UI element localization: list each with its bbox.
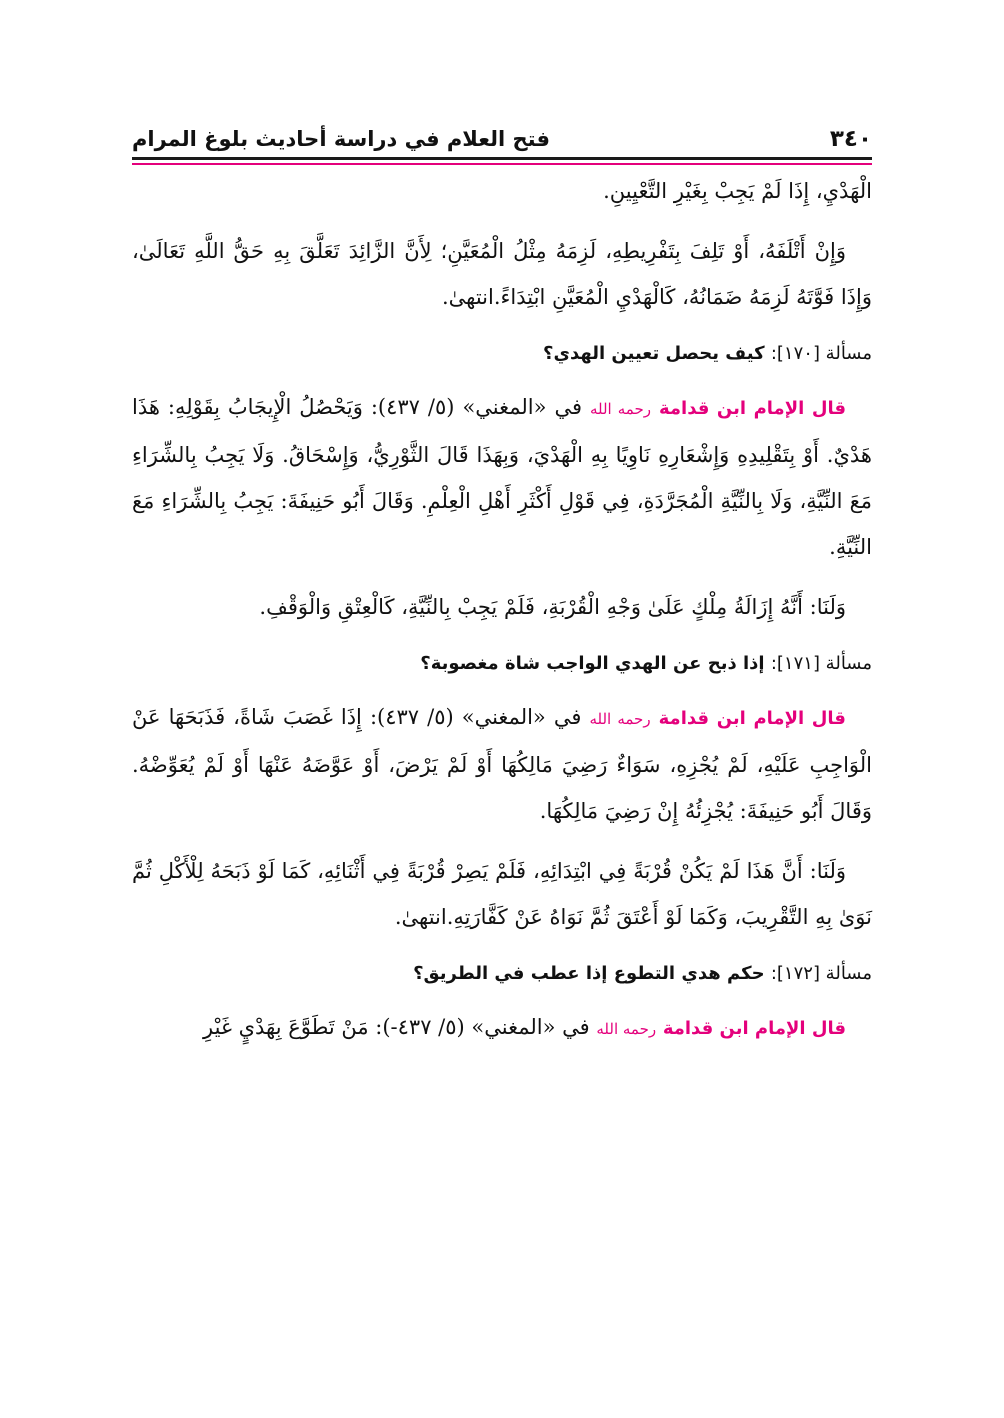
issue-number: مسألة [١٧١]: bbox=[770, 653, 872, 674]
issue-title: إذا ذبح عن الهدي الواجب شاة مغصوبة؟ bbox=[420, 653, 765, 674]
issue-title: كيف يحصل تعيين الهدي؟ bbox=[543, 343, 765, 364]
paragraph-continuation: الْهَدْيِ، إِذَا لَمْ يَجِبْ بِغَيْرِ التَّعْيِينِ. bbox=[603, 179, 872, 203]
quote-paragraph-170 bbox=[132, 384, 872, 570]
page-header bbox=[132, 124, 872, 154]
page-number: ٣٤٠ bbox=[829, 126, 872, 152]
honorific: رحمه الله bbox=[596, 1020, 657, 1038]
source-attribution: قال الإمام ابن قدامة bbox=[658, 398, 846, 419]
source-attribution: قال الإمام ابن قدامة bbox=[662, 1018, 846, 1039]
book-title: فتح العلام في دراسة أحاديث بلوغ المرام bbox=[132, 127, 550, 151]
quote-paragraph-172 bbox=[132, 1004, 872, 1052]
issue-heading-171 bbox=[132, 644, 872, 684]
issue-title: حكم هدي التطوع إذا عطب في الطريق؟ bbox=[413, 963, 765, 984]
quote-text: في «المغني» (٥/ ٤٣٧-): مَنْ تَطَوَّعَ بِهَدْيٍ غَيْرِ bbox=[203, 1015, 590, 1039]
issue-heading-170 bbox=[132, 334, 872, 374]
argument-paragraph-170: وَلَنَا: أَنَّهُ إِزَالَةُ مِلْكٍ عَلَىٰ وَجْهِ الْقُرْبَةِ، فَلَمْ يَجِبْ بِالنِّيَّةِ، كَالْعِتْقِ وَالْوَقْفِ. bbox=[259, 595, 846, 619]
issue-heading-172 bbox=[132, 954, 872, 994]
argument-paragraph-171: وَلَنَا: أَنَّ هَذَا لَمْ يَكُنْ قُرْبَةً فِي ابْتِدَائِهِ، فَلَمْ يَصِرْ قُرْبَةً فِي أَثْنَائِهِ، كَمَا لَوْ ذَبَحَهُ لِلْأَكْلِ ثُمَّ نَوَىٰ بِهِ التَّقْرِيبَ، وَكَمَا لَوْ أَعْتَقَ ثُمَّ نَوَاهُ عَنْ كَفَّارَتِهِ.انتهىٰ. bbox=[132, 859, 872, 929]
quote-text: في «المغني» (٥/ ٤٣٧): إِذَا غَصَبَ شَاةً، فَذَبَحَهَا عَنْ الْوَاجِبِ عَلَيْهِ، لَمْ يُجْزِهِ، سَوَاءٌ رَضِيَ مَالِكُهَا أَوْ لَمْ يَرْضَ، أَوْ عَوَّضَهُ عَنْهَا أَوْ لَمْ يُعَوِّضْهُ. وَقَالَ أَبُو حَنِيفَةَ: يُجْزِئُهُ إِنْ رَضِيَ مَالِكُهَا. bbox=[132, 705, 872, 823]
source-attribution: قال الإمام ابن قدامة bbox=[658, 708, 846, 729]
quote-text: في «المغني» (٥/ ٤٣٧): وَيَحْصُلُ الْإِيجَابُ بِقَوْلِهِ: هَذَا هَدْيٌ. أَوْ بِتَقْلِيدِهِ وَإِشْعَارِهِ نَاوِيًا بِهِ الْهَدْيَ، وَبِهَذَا قَالَ الثَّوْرِيُّ، وَإِسْحَاقُ. وَلَا يَجِبُ بِالشِّرَاءِ مَعَ النِّيَّةِ، وَلَا بِالنِّيَّةِ الْمُجَرَّدَةِ، فِي قَوْلِ أَكْثَرِ أَهْلِ الْعِلْمِ. وَقَالَ أَبُو حَنِيفَةَ: يَجِبُ بِالشِّرَاءِ مَعَ النِّيَّةِ. bbox=[132, 395, 872, 559]
issue-number: مسألة [١٧٢]: bbox=[770, 963, 872, 984]
quote-paragraph-171 bbox=[132, 694, 872, 834]
issue-number: مسألة [١٧٠]: bbox=[770, 343, 872, 364]
page-body bbox=[132, 168, 872, 1066]
header-rule-pink bbox=[132, 163, 872, 165]
header-rule-black bbox=[132, 157, 872, 160]
honorific: رحمه الله bbox=[589, 710, 651, 728]
honorific: رحمه الله bbox=[589, 400, 651, 418]
paragraph-damage: وَإِنْ أَتْلَفَهُ، أَوْ تَلِفَ بِتَفْرِيطِهِ، لَزِمَهُ مِثْلُ الْمُعَيَّنِ؛ لِأَنَّ الزَّائِدَ تَعَلَّقَ بِهِ حَقُّ اللَّهِ تَعَالَىٰ، وَإِذَا فَوَّتَهُ لَزِمَهُ ضَمَانُهُ، كَالْهَدْيِ الْمُعَيَّنِ ابْتِدَاءً.انتهىٰ. bbox=[132, 239, 872, 309]
